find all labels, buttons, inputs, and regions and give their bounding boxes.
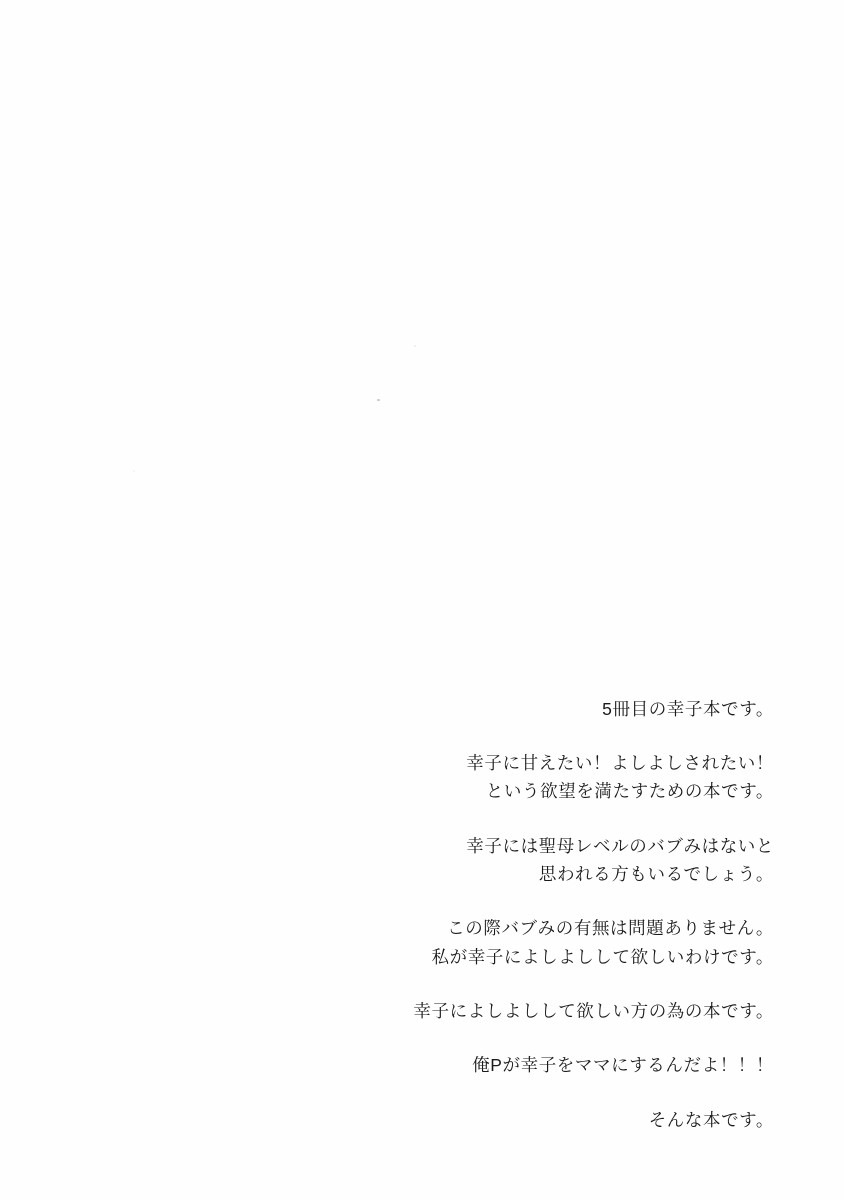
afterword-line: この際バブみの有無は問題ありません。 [447,918,774,939]
afterword-line: 幸子によしよしして欲しい方の為の本です。 [413,1000,774,1021]
afterword-paragraph [174,832,774,889]
afterword-text [174,695,774,1134]
paper-speck-icon [133,470,135,472]
paper-speck-icon [414,345,416,347]
afterword-line: 幸子には聖母レベルのバブみはないと [466,835,774,856]
afterword-paragraph [174,749,774,806]
afterword-line: そんな本です。 [648,1109,774,1130]
afterword-line: という欲望を満たすための本です。 [485,781,774,802]
afterword-paragraph [174,1051,774,1079]
afterword-paragraph [174,695,774,723]
afterword-line: 幸子に甘えたい！よしよしされたい！ [466,752,774,773]
afterword-line: 俺Pが幸子をママにするんだよ！！！ [472,1055,774,1076]
afterword-line: 5冊目の幸子本です。 [602,698,774,719]
afterword-paragraph [174,914,774,971]
paper-speck-icon [377,399,380,401]
afterword-paragraph [174,1106,774,1134]
afterword-line: 思われる方もいるでしょう。 [538,863,774,884]
afterword-line: 私が幸子によしよしして欲しいわけです。 [431,946,774,967]
afterword-paragraph [174,997,774,1025]
